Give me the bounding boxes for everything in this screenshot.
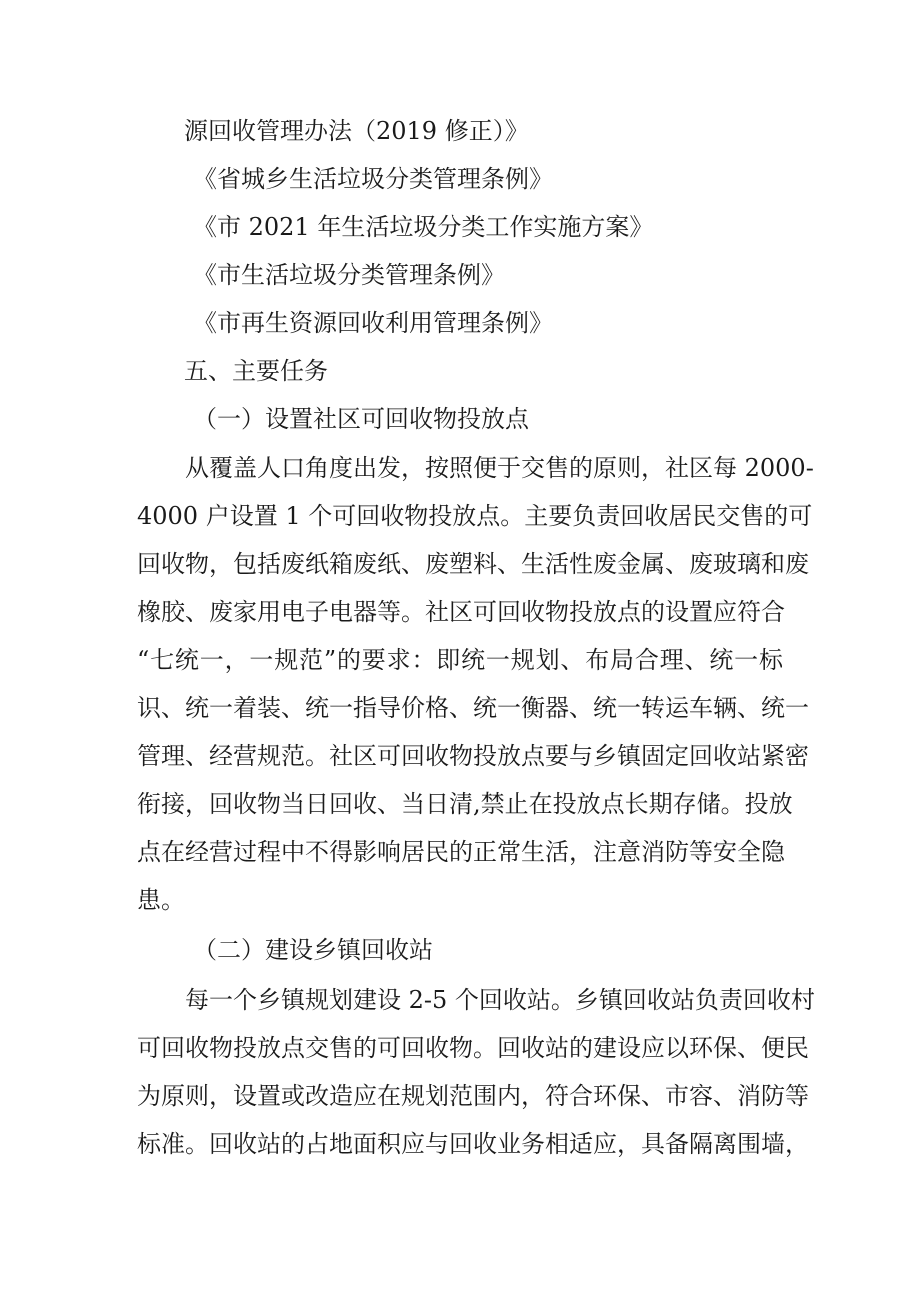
subsection-heading: （二）建设乡镇回收站 [193,936,433,964]
reference-item: 《省城乡生活垃圾分类管理条例》 [193,165,553,193]
reference-line-continued: 源回收管理办法（2019 修正）》 [184,117,529,145]
paragraph-line: 患。 [137,886,185,914]
reference-item: 《市再生资源回收利用管理条例》 [193,309,553,337]
paragraph-line: 标准。回收站的占地面积应与回收业务相适应，具备隔离围墙， [137,1130,809,1158]
paragraph-line: 识、统一着装、统一指导价格、统一衡器、统一转运车辆、统一 [137,694,809,722]
subsection-heading: （一）设置社区可回收物投放点 [193,405,529,433]
paragraph-line: 回收物，包括废纸箱废纸、废塑料、生活性废金属、废玻璃和废 [137,550,809,578]
paragraph-line: 可回收物投放点交售的可回收物。回收站的建设应以环保、便民 [137,1034,809,1062]
paragraph-line: 点在经营过程中不得影响居民的正常生活，注意消防等安全隐 [137,838,785,866]
paragraph-line: 为原则，设置或改造应在规划范围内，符合环保、市容、消防等 [137,1082,809,1110]
paragraph-line: 管理、经营规范。社区可回收物投放点要与乡镇固定回收站紧密 [137,742,809,770]
section-heading: 五、主要任务 [184,357,328,385]
paragraph-line: 从覆盖人口角度出发，按照便于交售的原则，社区每 2000- [185,454,814,482]
paragraph-line: 4000 户设置 1 个可回收物投放点。主要负责回收居民交售的可 [137,502,813,530]
paragraph-line: 橡胶、废家用电子电器等。社区可回收物投放点的设置应符合 [137,598,785,626]
reference-item: 《市 2021 年生活垃圾分类工作实施方案》 [193,213,654,241]
paragraph-line: 衔接，回收物当日回收、当日清,禁止在投放点长期存储。投放 [137,790,793,818]
paragraph-line: 每一个乡镇规划建设 2-5 个回收站。乡镇回收站负责回收村 [185,986,815,1014]
reference-item: 《市生活垃圾分类管理条例》 [193,261,505,289]
paragraph-line: “七统一，一规范”的要求：即统一规划、布局合理、统一标 [137,646,783,674]
